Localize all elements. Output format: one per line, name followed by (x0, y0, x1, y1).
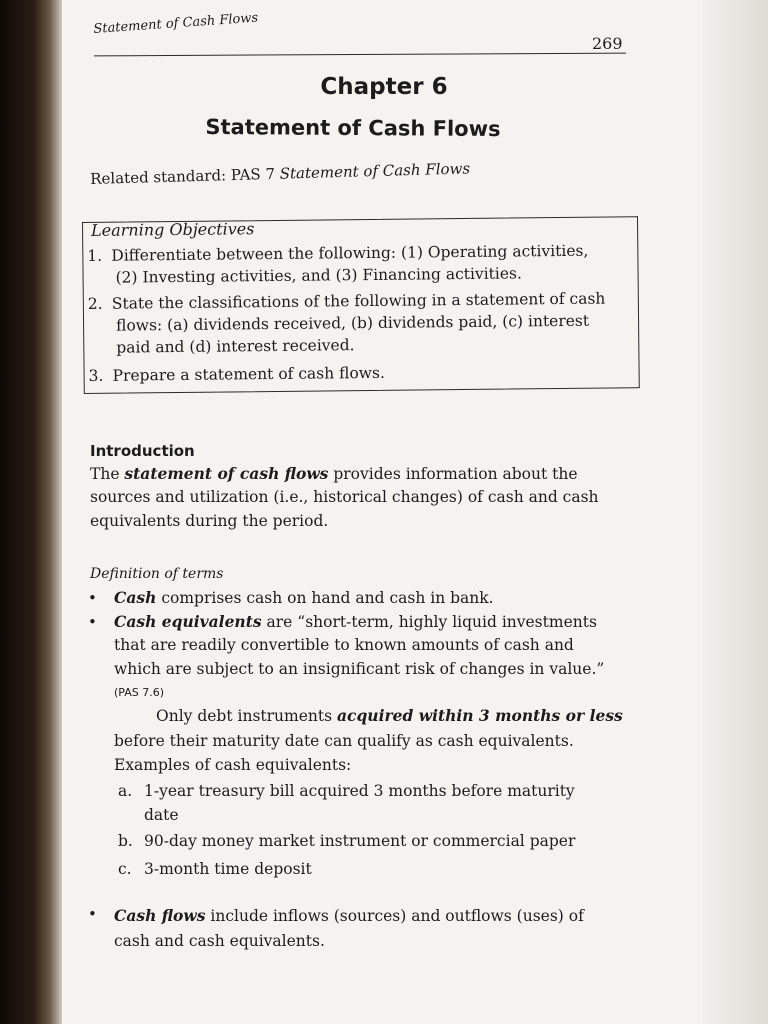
chapter-number: Chapter 6 (320, 74, 448, 100)
objective-text: Differentiate between the following: (1) Operating activities, (111, 241, 589, 265)
objective-text: (2) Investing activities, and (3) Financing activities. (115, 264, 522, 287)
text: comprises cash on hand and cash in bank. (156, 589, 494, 607)
introduction-line: sources and utilization (i.e., historical changes) of cash and cash (90, 488, 599, 506)
objective-3 (88, 362, 385, 387)
definition-line: cash and cash equivalents. (114, 932, 325, 950)
objective-text: State the classifications of the following in a statement of cash (111, 289, 606, 313)
definition-line: that are readily convertible to known amounts of cash and (114, 636, 574, 654)
term-cash-flows: Cash flows (114, 906, 206, 925)
example-a (118, 782, 575, 800)
objective-number: 2. (87, 294, 103, 313)
text: The (90, 465, 125, 483)
objective-number: 3. (88, 366, 104, 385)
text: include inflows (sources) and outflows (uses) of (205, 907, 584, 925)
bullet-icon: • (88, 589, 97, 607)
page-edge (702, 0, 768, 1024)
definition-cash-equivalents (114, 612, 597, 631)
objective-text: Prepare a statement of cash flows. (112, 363, 385, 385)
term-cash-equivalents: Cash equivalents (114, 612, 262, 631)
book-spine-shadow (0, 0, 62, 1024)
term-cash: Cash (114, 588, 157, 607)
example-text: 90-day money market instrument or commercial paper (144, 832, 576, 850)
bullet-icon: • (88, 905, 97, 923)
objective-1 (87, 240, 588, 289)
learning-objectives-heading: Learning Objectives (90, 219, 255, 240)
objective-text: flows: (a) dividends received, (b) dividends paid, (c) interest (115, 311, 590, 335)
text: are “short-term, highly liquid investments (261, 613, 597, 631)
example-text: 3-month time deposit (144, 860, 312, 878)
chapter-title: Statement of Cash Flows (205, 114, 501, 142)
example-c (118, 860, 312, 878)
definition-cash-flows (114, 906, 584, 925)
definition-line: which are subject to an insignificant risk of changes in value.” (114, 660, 605, 678)
example-b (118, 832, 575, 850)
definition-heading: Definition of terms (90, 566, 224, 582)
page-number: 269 (592, 34, 623, 53)
objective-2 (88, 288, 606, 359)
bullet-icon: • (88, 613, 97, 631)
debt-instruments-line (156, 706, 623, 725)
text: Only debt instruments (156, 707, 337, 725)
introduction-line (90, 464, 578, 483)
example-text: 1-year treasury bill acquired 3 months before maturity (144, 782, 575, 800)
objective-text: paid and (d) interest received. (116, 336, 355, 357)
running-head: Statement of Cash Flows (92, 10, 259, 37)
example-label: b. (118, 832, 133, 850)
introduction-heading: Introduction (90, 442, 195, 460)
text: provides information about the (328, 465, 578, 483)
example-label: a. (118, 782, 133, 800)
definition-cash (114, 588, 494, 607)
pas-reference: (PAS 7.6) (114, 686, 165, 699)
introduction-line: equivalents during the period. (90, 512, 329, 530)
related-standard-title: Statement of Cash Flows (279, 159, 471, 183)
example-label: c. (118, 860, 132, 878)
related-standard-prefix: Related standard: PAS 7 (90, 164, 280, 188)
term-statement-of-cash-flows: statement of cash flows (124, 464, 329, 483)
definition-line: before their maturity date can qualify as cash equivalents. (114, 732, 574, 750)
example-text: date (144, 806, 179, 824)
learning-objectives-box (82, 216, 640, 394)
objective-number: 1. (87, 246, 103, 265)
examples-heading: Examples of cash equivalents: (114, 756, 352, 774)
term-acquired-within: acquired within 3 months or less (336, 706, 623, 725)
